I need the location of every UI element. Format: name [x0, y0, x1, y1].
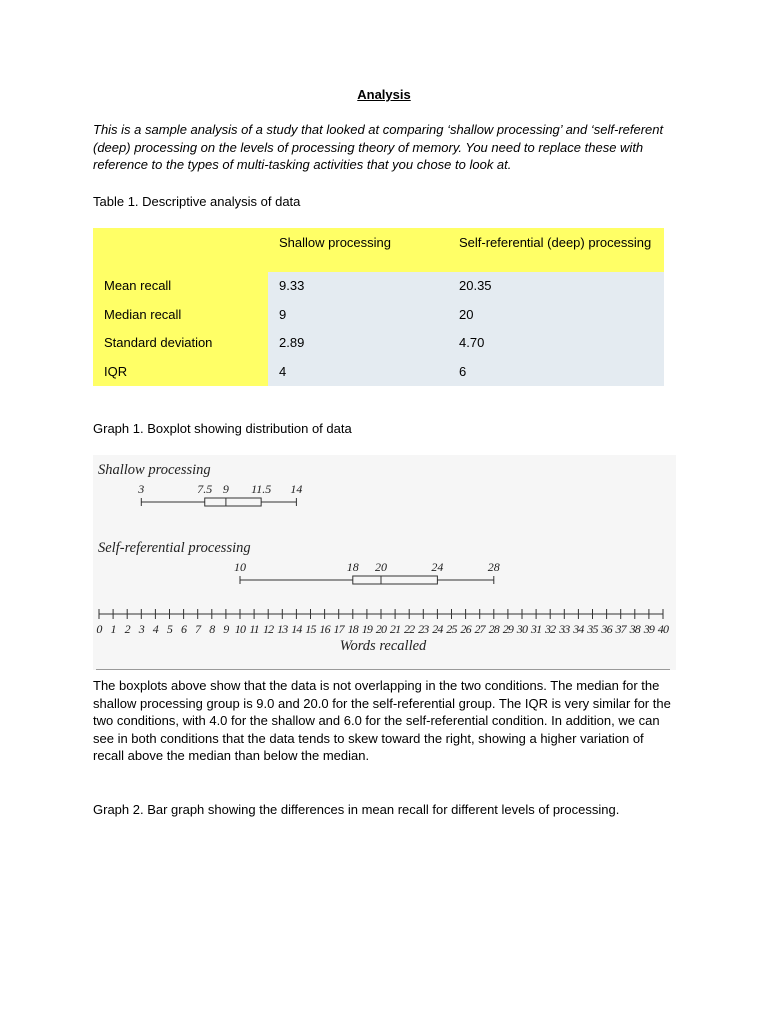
tick-label: 31: [530, 622, 542, 636]
graph1-caption: Graph 1. Boxplot showing distribution of data: [93, 421, 352, 436]
tick-label: 29: [502, 622, 514, 636]
table-row: [93, 329, 664, 358]
boxplot-figure: [93, 455, 676, 670]
tick-label: 17: [333, 622, 344, 636]
tick-label: 27: [474, 622, 485, 636]
value-label: 18: [346, 560, 359, 574]
tick-label: 33: [559, 622, 570, 636]
descriptive-table: [93, 228, 664, 386]
value-label: 20: [375, 560, 387, 574]
tick-label: 6: [180, 622, 187, 636]
tick-label: 14: [291, 622, 302, 636]
tick-label: 0: [96, 622, 102, 636]
graph2-caption: Graph 2. Bar graph showing the differences in mean recall for different levels of processing.: [93, 802, 620, 817]
tick-label: 25: [446, 622, 457, 636]
cell-shallow: 9: [268, 301, 448, 330]
value-label: 14: [290, 482, 303, 496]
tick-label: 15: [305, 622, 316, 636]
cell-shallow: 9.33: [268, 272, 448, 301]
boxplot-chart: [93, 455, 676, 670]
tick-label: 21: [389, 622, 401, 636]
series-title: Shallow processing: [98, 462, 211, 478]
tick-label: 11: [249, 622, 259, 636]
value-label: 9: [222, 482, 229, 496]
table-header-row: [93, 228, 664, 272]
table-caption: Table 1. Descriptive analysis of data: [93, 194, 301, 209]
tick-label: 22: [403, 622, 415, 636]
table-row: [93, 358, 664, 387]
tick-label: 19: [361, 622, 373, 636]
row-label: IQR: [93, 358, 268, 387]
cell-deep: 20: [448, 301, 664, 330]
tick-label: 1: [110, 622, 116, 636]
tick-label: 36: [601, 622, 612, 636]
cell-deep: 20.35: [448, 272, 664, 301]
cell-deep: 6: [448, 358, 664, 387]
tick-label: 40: [657, 622, 669, 636]
tick-label: 12: [262, 622, 274, 636]
table-row: [93, 301, 664, 330]
tick-label: 38: [629, 622, 641, 636]
tick-label: 4: [152, 622, 159, 636]
intro-text: This is a sample analysis of a study that looked at comparing ‘shallow processing’ and ‘self-referent (deep) processing on the levels of processing theory of memory. You need to replace these with reference to the types of multi-tasking activities that you chose to look at.: [93, 122, 664, 172]
value-label: 11.5: [251, 482, 272, 496]
value-label: 7.5: [197, 482, 213, 496]
table-header-shallow: Shallow processing: [268, 228, 448, 272]
value-label: 10: [234, 560, 246, 574]
cell-shallow: 2.89: [268, 329, 448, 358]
tick-label: 5: [166, 622, 173, 636]
page-title: Analysis: [357, 87, 411, 102]
value-label: 24: [431, 560, 444, 574]
tick-label: 32: [544, 622, 556, 636]
table-header-deep: Self-referential (deep) processing: [448, 228, 664, 272]
tick-label: 26: [460, 622, 471, 636]
tick-label: 28: [488, 622, 500, 636]
table-row: [93, 272, 664, 301]
cell-deep: 4.70: [448, 329, 664, 358]
tick-label: 23: [418, 622, 429, 636]
tick-label: 3: [138, 622, 144, 636]
tick-label: 8: [209, 622, 215, 636]
tick-label: 2: [124, 622, 130, 636]
tick-label: 24: [432, 622, 443, 636]
tick-label: 35: [587, 622, 598, 636]
iqr-box: [205, 498, 261, 506]
cell-shallow: 4: [268, 358, 448, 387]
tick-label: 9: [223, 622, 229, 636]
series-title: Self-referential processing: [98, 540, 251, 556]
tick-label: 30: [516, 622, 528, 636]
value-label: 28: [487, 560, 500, 574]
table-header-blank: [93, 228, 268, 272]
tick-label: 39: [643, 622, 655, 636]
tick-label: 13: [277, 622, 288, 636]
row-label: Mean recall: [93, 272, 268, 301]
tick-label: 7: [195, 622, 201, 636]
row-label: Median recall: [93, 301, 268, 330]
divider: [96, 669, 670, 670]
tick-label: 37: [615, 622, 626, 636]
analysis-paragraph: The boxplots above show that the data is not overlapping in the two conditions. The median for the shallow processing group is 9.0 and 20.0 for the self-referential group. The IQR is very similar for the two conditions, with 4.0 for the shallow and 6.0 for the self-referential condition. In addition, we can see in both conditions that the data tends to skew toward the right, showing a higher variation of recall above the median than below the median.: [93, 678, 671, 763]
tick-label: 10: [234, 622, 246, 636]
row-label: Standard deviation: [93, 329, 268, 358]
iqr-box: [353, 576, 438, 584]
tick-label: 18: [347, 622, 359, 636]
tick-label: 20: [375, 622, 387, 636]
tick-label: 16: [319, 622, 330, 636]
tick-label: 34: [573, 622, 584, 636]
value-label: 3: [138, 482, 145, 496]
x-axis-label: Words recalled: [339, 638, 427, 654]
